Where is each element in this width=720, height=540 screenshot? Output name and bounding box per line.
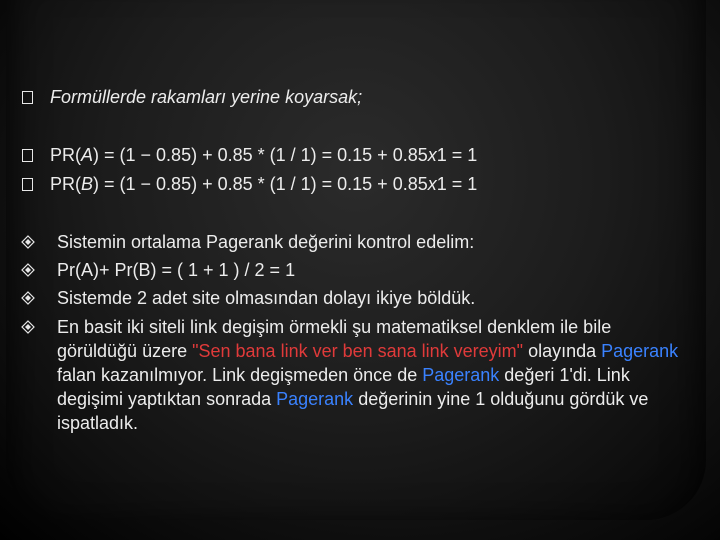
bullet-item: Sistemde 2 adet site olmasından dolayı ikiye böldük.	[57, 288, 476, 308]
bullet-item: Pr(A)+ Pr(B) = ( 1 + 1 ) / 2 = 1	[57, 260, 296, 280]
pagerank-term: Pagerank	[601, 341, 679, 361]
pagerank-term: Pagerank	[276, 389, 354, 409]
pagerank-term: Pagerank	[422, 365, 500, 385]
formula-prefix: PR(	[50, 174, 81, 194]
formula-x: x	[427, 145, 437, 165]
diamond-bullet-icon	[21, 235, 35, 249]
diamond-bullet-icon	[21, 320, 35, 334]
formula-tail: 1 = 1	[436, 145, 478, 165]
paragraph-text: değeri 1'di. Link degişimi yaptıktan sonrada	[57, 365, 630, 409]
conclusion-paragraph	[57, 315, 687, 435]
square-bullet-icon	[22, 178, 33, 191]
paragraph-text: olayında	[523, 341, 602, 361]
heading-text: Formüllerde rakamları yerine koyarsak;	[50, 87, 363, 107]
formula-tail: 1 = 1	[436, 174, 478, 194]
formula-prefix: PR(	[50, 145, 81, 165]
formula-var: B	[81, 174, 94, 194]
formula-x: x	[427, 174, 437, 194]
formula-rhs: ) = (1 − 0.85) + 0.85 * (1 / 1) = 0.15 + 0.85	[93, 174, 428, 194]
formula-a	[50, 143, 477, 167]
diamond-bullet-icon	[21, 291, 35, 305]
square-bullet-icon	[22, 91, 33, 104]
highlighted-quote: "Sen bana link ver ben sana link vereyim"	[192, 341, 524, 361]
paragraph-text: değerinin yine 1 olduğunu gördük ve ispatladık.	[57, 389, 649, 433]
paragraph-text: En basit iki siteli link degişim örmekli şu matematiksel denklem ile bile görüldüğü üzere	[57, 317, 612, 361]
paragraph-text: falan kazanılmıyor. Link degişmeden önce de	[57, 365, 423, 385]
formula-b	[50, 172, 477, 196]
formula-rhs: ) = (1 − 0.85) + 0.85 * (1 / 1) = 0.15 + 0.85	[93, 145, 428, 165]
diamond-bullet-icon	[21, 263, 35, 277]
square-bullet-icon	[22, 149, 33, 162]
bullet-item: Sistemin ortalama Pagerank değerini kontrol edelim:	[57, 232, 475, 252]
formula-var: A	[81, 145, 94, 165]
